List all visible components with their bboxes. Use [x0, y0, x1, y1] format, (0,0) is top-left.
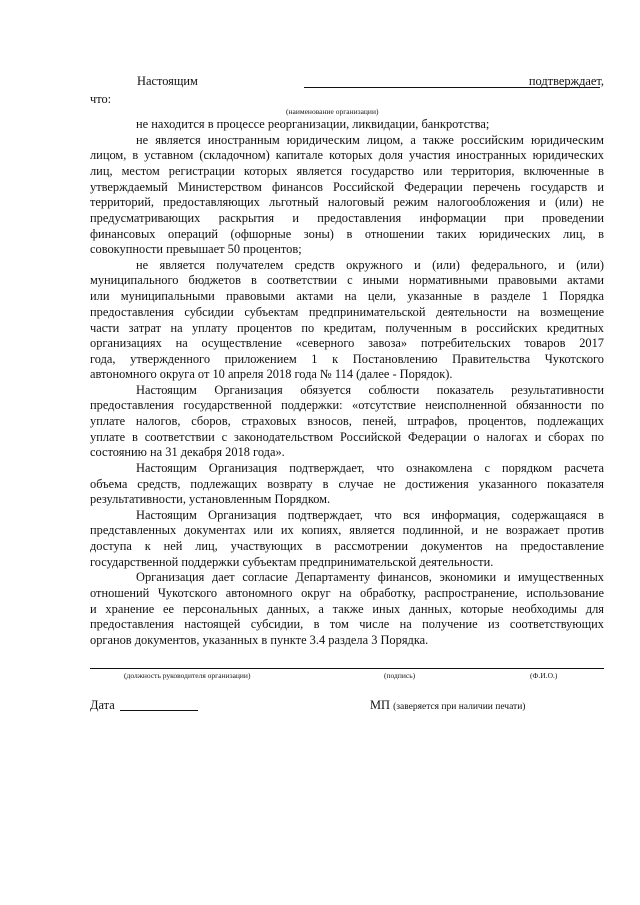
body-line: и хранение ее персональных данных, а также иных данных, которые необходимы для: [90, 602, 604, 616]
header-lead: Настоящим: [137, 74, 198, 88]
stamp-area: [370, 698, 525, 715]
body-line: не находится в процессе реорганизации, ликвидации, банкротства;: [136, 117, 490, 131]
body-line: Настоящим Организация обязуется соблюсти показатель результативности: [136, 383, 604, 397]
body-line: органов документов, указанных в пункте 3.4 раздела 3 Порядка.: [90, 633, 429, 647]
header-cont: что:: [90, 92, 112, 106]
body-line: не является получателем средств окружного и (или) федерального, и (или): [136, 258, 604, 272]
body-line: Настоящим Организация подтверждает, что вся информация, содержащаяся в: [136, 508, 604, 522]
date-blank: [120, 710, 198, 711]
header-trail: подтверждает,: [528, 74, 604, 88]
body-line: Настоящим Организация подтверждает, что ознакомлена с порядком расчета: [136, 461, 604, 475]
body-line: организациях на осуществление «северного завоза» потребительских товаров 2017: [90, 336, 604, 350]
body-line: территорий, предоставляющих льготный налоговый режим налогообложения и (или) не: [90, 195, 604, 209]
body-line: предоставления государственной поддержки: «отсутствие неисполненной обязанности по: [90, 398, 604, 412]
body-line: уплате налогов, сборов, страховых взносов, пеней, штрафов, процентов, подлежащих: [90, 414, 604, 428]
signature-line: [90, 668, 604, 669]
body-line: части затрат на уплату процентов по кредитам, полученным в российских кредитных: [90, 321, 604, 335]
signature-caption: (подпись): [384, 671, 416, 680]
body-line: лиц, местом регистрации которых является государство или территория, включенные в: [90, 164, 604, 178]
body-line: утверждаемый Министерством финансов Российской Федерации перечень государств и: [90, 180, 604, 194]
body-line: государственной поддержки субъектам предпринимательской деятельности.: [90, 555, 494, 569]
body-line: не является иностранным юридическим лицом, а также российским юридическим: [136, 133, 604, 147]
body-line: предоставления субсидии субъектам предпринимательской деятельности на возмещение: [90, 305, 604, 319]
body-line: уплате в соответствии с законодательством Российской Федерации о налогах и сборах по: [90, 430, 604, 444]
stamp-note: (заверяется при наличии печати): [393, 702, 526, 712]
position-caption: (должность руководителя организации): [124, 671, 251, 680]
stamp-label: МП: [370, 698, 390, 712]
body-line: Организация дает согласие Департаменту финансов, экономики и имущественных: [136, 570, 604, 584]
header-row: [90, 74, 604, 89]
body-line: представленных документах или их копиях, является подлинной, и не возражает против: [90, 523, 604, 537]
body-line: муниципального бюджетов в соответствии с иными нормативными правовыми актами: [90, 273, 604, 287]
body-line: доступа к ней лиц, участвующих в рассмотрении документов на предоставление: [90, 539, 604, 553]
body-line: предоставления настоящей субсидии, в том числе на получение из соответствующих: [90, 617, 604, 631]
body-line: предусматривающих раскрытия и предоставления информации при проведении: [90, 211, 604, 225]
body-line: результативности, установленным Порядком.: [90, 492, 331, 506]
body-line: лицом, в уставном (складочном) капитале которых доля участия иностранных юридических: [90, 148, 604, 162]
date-label: Дата: [90, 698, 115, 712]
body-line: финансовых операций (офшорные зоны) в отношении таких юридических лиц, в: [90, 227, 604, 241]
org-caption: (наименование организации): [286, 107, 379, 116]
body-line: совокупности превышает 50 процентов;: [90, 242, 302, 256]
body-line: автономного округа от 10 апреля 2018 года № 114 (далее - Порядок).: [90, 367, 453, 381]
name-caption: (Ф.И.О.): [530, 671, 558, 680]
body-line: отношений Чукотского автономного округ на обработку, распространение, использование: [90, 586, 604, 600]
body-line: состоянию на 31 декабря 2018 года».: [90, 445, 285, 459]
body-line: года, утвержденного приложением 1 к Постановлению Правительства Чукотского: [90, 352, 604, 366]
body-line: или муниципальными правовыми актами на цели, указанные в разделе 1 Порядка: [90, 289, 604, 303]
body-line: объема средств, подлежащих возврату в случае не достижения указанного показателя: [90, 477, 604, 491]
